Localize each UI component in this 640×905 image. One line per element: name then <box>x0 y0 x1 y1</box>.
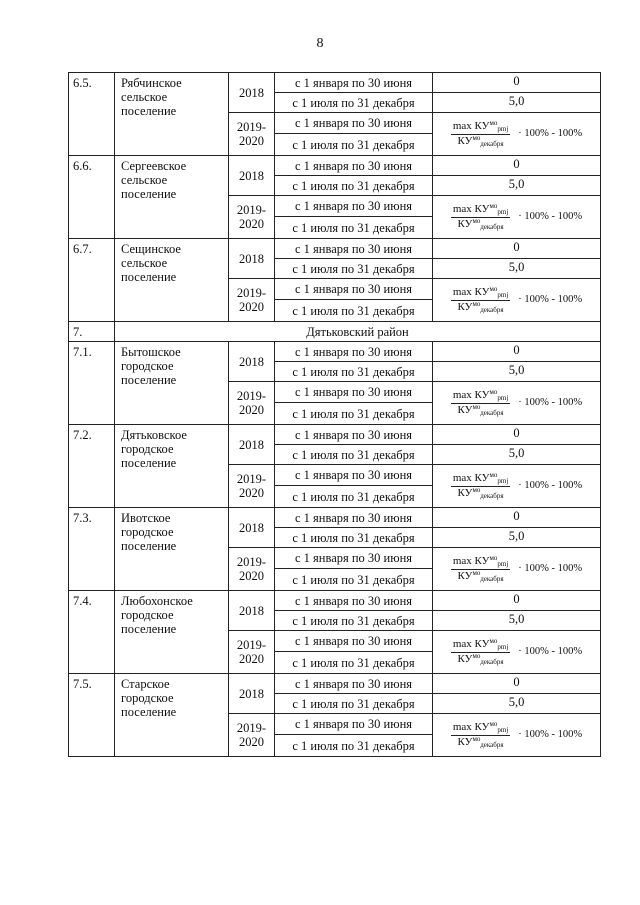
settlement-row <box>69 73 601 93</box>
numerator-text: max КУ <box>452 119 490 132</box>
period-second-half-text: с 1 июля по 31 декабря <box>292 137 415 152</box>
year-2018 <box>229 239 275 279</box>
district-name-text: Дятьковский район <box>306 324 409 339</box>
year-range-end: 2020 <box>239 486 264 500</box>
year-range-end: 2020 <box>239 652 264 666</box>
value-cell <box>433 156 601 176</box>
formula-tail: · 100% - 100% <box>518 128 583 139</box>
formula-tail: · 100% - 100% <box>518 480 583 491</box>
formula-tail: · 100% - 100% <box>518 563 583 574</box>
denominator-text: КУ <box>457 652 473 665</box>
period-second-half-text: с 1 июля по 31 декабря <box>292 655 415 670</box>
year-range <box>229 279 275 322</box>
year-range-start: 2019- <box>236 120 267 134</box>
period-second-half-text: с 1 июля по 31 декабря <box>292 220 415 235</box>
numerator-text: max КУ <box>452 471 490 484</box>
formula-cell <box>433 196 601 239</box>
row-number <box>69 425 115 508</box>
formula-fraction <box>451 721 510 750</box>
settlement-name-text: Любохонское городское поселение <box>121 594 193 636</box>
period-first-half <box>275 508 433 528</box>
year-2018-text: 2018 <box>239 168 264 183</box>
period-first-half <box>275 196 433 217</box>
formula-cell <box>433 631 601 674</box>
period-first-half-text: с 1 января по 30 июня <box>294 510 413 525</box>
formula-denominator <box>456 736 506 750</box>
period-first-half-text: с 1 января по 30 июня <box>294 468 413 482</box>
denominator-sup: мо <box>472 402 481 411</box>
value-cell <box>433 342 601 362</box>
period-second-half <box>275 300 433 322</box>
value-cell <box>433 425 601 445</box>
period-first-half-text: с 1 января по 30 июня <box>294 199 413 213</box>
settlement-name <box>115 73 229 156</box>
year-range-start: 2019- <box>236 472 267 486</box>
formula-fraction <box>451 389 510 418</box>
row-number-text: 7.5. <box>73 677 92 691</box>
numerator-sub: pmj <box>497 476 509 485</box>
formula-numerator <box>451 472 510 487</box>
formula-fraction <box>451 286 510 315</box>
denominator-text: КУ <box>457 403 473 416</box>
year-2018-text: 2018 <box>239 437 264 452</box>
period-second-half-text: с 1 июля по 31 декабря <box>292 572 415 587</box>
value-text: 0 <box>513 674 520 689</box>
formula <box>433 120 600 149</box>
value-text: 0 <box>513 342 520 357</box>
formula-denominator <box>456 218 506 232</box>
settlement-name-text: Дятьковское городское поселение <box>121 428 187 470</box>
denominator-text: КУ <box>457 569 473 582</box>
value-cell <box>433 93 601 113</box>
numerator-text: max КУ <box>452 388 490 401</box>
year-range-end: 2020 <box>239 217 264 231</box>
formula-denominator <box>456 487 506 501</box>
settlement-row <box>69 425 601 445</box>
period-second-half <box>275 486 433 508</box>
formula-tail: · 100% - 100% <box>518 294 583 305</box>
settlement-name <box>115 425 229 508</box>
year-range <box>229 548 275 591</box>
value-cell <box>433 362 601 382</box>
formula-denominator <box>456 301 506 315</box>
value-cell <box>433 239 601 259</box>
district-name <box>115 322 601 342</box>
value-cell <box>433 674 601 694</box>
year-range-end: 2020 <box>239 300 264 314</box>
numerator-text: max КУ <box>452 285 490 298</box>
settlement-row <box>69 239 601 259</box>
denominator-sup: мо <box>472 651 481 660</box>
period-second-half-text: с 1 июля по 31 декабря <box>292 696 415 711</box>
settlement-name-text: Сергеевское сельское поселение <box>121 159 187 201</box>
year-2018-text: 2018 <box>239 354 264 369</box>
settlement-name <box>115 342 229 425</box>
settlement-row <box>69 342 601 362</box>
value-text: 0 <box>513 508 520 523</box>
period-first-half <box>275 342 433 362</box>
period-second-half <box>275 362 433 382</box>
settlement-name-text: Ивотское городское поселение <box>121 511 177 553</box>
period-first-half <box>275 239 433 259</box>
year-range-start: 2019- <box>236 203 267 217</box>
numerator-sub: pmj <box>497 290 509 299</box>
period-second-half <box>275 217 433 239</box>
denominator-text: КУ <box>457 217 473 230</box>
denominator-sup: мо <box>472 568 481 577</box>
settlement-name <box>115 674 229 757</box>
period-second-half-text: с 1 июля по 31 декабря <box>292 613 415 628</box>
denominator-text: КУ <box>457 486 473 499</box>
formula-tail: · 100% - 100% <box>518 211 583 222</box>
formula-denominator <box>456 570 506 584</box>
year-range-start: 2019- <box>236 389 267 403</box>
formula-numerator <box>451 120 510 135</box>
row-number <box>69 674 115 757</box>
period-first-half <box>275 113 433 134</box>
settlement-name-text: Старское городское поселение <box>121 677 177 719</box>
value-text: 0 <box>513 239 520 254</box>
period-second-half-text: с 1 июля по 31 декабря <box>292 95 415 110</box>
value-text: 5,0 <box>508 528 525 543</box>
settlement-name-text: Рябчинское сельское поселение <box>121 76 182 118</box>
period-first-half-text: с 1 января по 30 июня <box>294 427 413 442</box>
denominator-sup: мо <box>472 216 481 225</box>
numerator-text: max КУ <box>452 554 490 567</box>
formula-fraction <box>451 472 510 501</box>
formula-fraction <box>451 120 510 149</box>
formula-numerator <box>451 721 510 736</box>
year-2018 <box>229 425 275 465</box>
numerator-sup: мо <box>489 636 498 645</box>
period-second-half-text: с 1 июля по 31 декабря <box>292 303 415 318</box>
numerator-sub: pmj <box>497 559 509 568</box>
denominator-sup: мо <box>472 299 481 308</box>
formula <box>433 638 600 667</box>
year-2018 <box>229 591 275 631</box>
value-text: 0 <box>513 156 520 171</box>
row-number <box>69 239 115 322</box>
period-first-half-text: с 1 января по 30 июня <box>294 385 413 399</box>
numerator-sup: мо <box>489 284 498 293</box>
formula-tail: · 100% - 100% <box>518 397 583 408</box>
formula-cell <box>433 113 601 156</box>
period-first-half <box>275 73 433 93</box>
formula-cell <box>433 548 601 591</box>
formula-cell <box>433 714 601 757</box>
year-range-start: 2019- <box>236 721 267 735</box>
formula-fraction <box>451 638 510 667</box>
value-text: 5,0 <box>508 611 525 626</box>
row-number <box>69 342 115 425</box>
formula-denominator <box>456 135 506 149</box>
period-second-half <box>275 735 433 757</box>
formula-numerator <box>451 555 510 570</box>
year-range <box>229 714 275 757</box>
denominator-sub: декабря <box>480 740 504 749</box>
settlement-row <box>69 591 601 611</box>
year-2018 <box>229 342 275 382</box>
denominator-sub: декабря <box>480 657 504 666</box>
settlement-name <box>115 508 229 591</box>
numerator-sup: мо <box>489 553 498 562</box>
numerator-sup: мо <box>489 201 498 210</box>
settlement-row <box>69 156 601 176</box>
period-first-half-text: с 1 января по 30 июня <box>294 75 413 90</box>
period-first-half <box>275 156 433 176</box>
row-number-text: 7.2. <box>73 428 92 442</box>
year-range-end: 2020 <box>239 134 264 148</box>
numerator-sub: pmj <box>497 393 509 402</box>
denominator-sub: декабря <box>480 305 504 314</box>
period-second-half <box>275 259 433 279</box>
period-first-half <box>275 465 433 486</box>
period-second-half <box>275 528 433 548</box>
value-cell <box>433 508 601 528</box>
formula-numerator <box>451 203 510 218</box>
period-first-half-text: с 1 января по 30 июня <box>294 634 413 648</box>
value-cell <box>433 591 601 611</box>
period-first-half <box>275 631 433 652</box>
period-first-half-text: с 1 января по 30 июня <box>294 241 413 256</box>
period-second-half-text: с 1 июля по 31 декабря <box>292 447 415 462</box>
numerator-text: max КУ <box>452 637 490 650</box>
row-number <box>69 508 115 591</box>
page-number: 8 <box>316 36 324 51</box>
formula-tail: · 100% - 100% <box>518 729 583 740</box>
value-cell <box>433 611 601 631</box>
period-first-half <box>275 674 433 694</box>
row-number <box>69 322 115 342</box>
denominator-sub: декабря <box>480 491 504 500</box>
value-text: 0 <box>513 591 520 606</box>
year-range <box>229 465 275 508</box>
denominator-sub: декабря <box>480 408 504 417</box>
denominator-sub: декабря <box>480 574 504 583</box>
denominator-sub: декабря <box>480 139 504 148</box>
value-cell <box>433 528 601 548</box>
period-first-half-text: с 1 января по 30 июня <box>294 116 413 130</box>
period-second-half-text: с 1 июля по 31 декабря <box>292 364 415 379</box>
period-second-half <box>275 134 433 156</box>
period-second-half <box>275 176 433 196</box>
year-2018-text: 2018 <box>239 520 264 535</box>
period-first-half <box>275 425 433 445</box>
period-first-half <box>275 548 433 569</box>
year-range-end: 2020 <box>239 735 264 749</box>
formula-cell <box>433 465 601 508</box>
numerator-sup: мо <box>489 387 498 396</box>
district-row <box>69 322 601 342</box>
period-second-half <box>275 569 433 591</box>
settlement-name-text: Бытошское городское поселение <box>121 345 181 387</box>
numerator-sub: pmj <box>497 725 509 734</box>
year-2018-text: 2018 <box>239 251 264 266</box>
year-2018 <box>229 156 275 196</box>
value-text: 0 <box>513 73 520 88</box>
numerator-sup: мо <box>489 470 498 479</box>
year-range <box>229 196 275 239</box>
year-2018 <box>229 73 275 113</box>
formula <box>433 555 600 584</box>
denominator-text: КУ <box>457 735 473 748</box>
formula-denominator <box>456 653 506 667</box>
formula-tail: · 100% - 100% <box>518 646 583 657</box>
formula-cell <box>433 279 601 322</box>
row-number <box>69 73 115 156</box>
year-range-start: 2019- <box>236 555 267 569</box>
numerator-sub: pmj <box>497 207 509 216</box>
numerator-sup: мо <box>489 118 498 127</box>
row-number <box>69 591 115 674</box>
numerator-sup: мо <box>489 719 498 728</box>
formula-numerator <box>451 286 510 301</box>
denominator-sub: декабря <box>480 222 504 231</box>
period-first-half <box>275 591 433 611</box>
value-cell <box>433 73 601 93</box>
denominator-sup: мо <box>472 133 481 142</box>
period-first-half-text: с 1 января по 30 июня <box>294 593 413 608</box>
formula-fraction <box>451 203 510 232</box>
row-number-text: 7.3. <box>73 511 92 525</box>
period-first-half <box>275 714 433 735</box>
year-range <box>229 382 275 425</box>
value-cell <box>433 694 601 714</box>
period-second-half <box>275 445 433 465</box>
settlement-name <box>115 239 229 322</box>
numerator-sub: pmj <box>497 642 509 651</box>
row-number-text: 7.4. <box>73 594 92 608</box>
value-text: 5,0 <box>508 259 525 274</box>
denominator-text: КУ <box>457 300 473 313</box>
period-first-half-text: с 1 января по 30 июня <box>294 344 413 359</box>
formula-denominator <box>456 404 506 418</box>
tariff-table <box>68 72 601 757</box>
year-2018-text: 2018 <box>239 686 264 701</box>
value-text: 5,0 <box>508 93 525 108</box>
formula-fraction <box>451 555 510 584</box>
formula <box>433 203 600 232</box>
period-second-half <box>275 403 433 425</box>
row-number-text: 6.6. <box>73 159 92 173</box>
denominator-sup: мо <box>472 734 481 743</box>
period-second-half-text: с 1 июля по 31 декабря <box>292 178 415 193</box>
period-first-half-text: с 1 января по 30 июня <box>294 717 413 731</box>
year-range-start: 2019- <box>236 286 267 300</box>
value-cell <box>433 445 601 465</box>
settlement-row <box>69 508 601 528</box>
value-text: 5,0 <box>508 445 525 460</box>
tariff-table-body <box>69 73 601 757</box>
period-second-half <box>275 652 433 674</box>
formula <box>433 286 600 315</box>
formula <box>433 472 600 501</box>
period-first-half <box>275 382 433 403</box>
period-second-half-text: с 1 июля по 31 декабря <box>292 261 415 276</box>
formula-cell <box>433 382 601 425</box>
period-first-half-text: с 1 января по 30 июня <box>294 282 413 296</box>
settlement-row <box>69 674 601 694</box>
period-second-half <box>275 694 433 714</box>
period-second-half-text: с 1 июля по 31 декабря <box>292 406 415 421</box>
value-text: 5,0 <box>508 694 525 709</box>
settlement-name <box>115 591 229 674</box>
value-cell <box>433 176 601 196</box>
settlement-name <box>115 156 229 239</box>
year-range <box>229 113 275 156</box>
formula-numerator <box>451 389 510 404</box>
denominator-sup: мо <box>472 485 481 494</box>
numerator-text: max КУ <box>452 720 490 733</box>
year-range <box>229 631 275 674</box>
period-second-half-text: с 1 июля по 31 декабря <box>292 738 415 753</box>
row-number-text: 6.7. <box>73 242 92 256</box>
numerator-text: max КУ <box>452 202 490 215</box>
value-cell <box>433 259 601 279</box>
value-text: 5,0 <box>508 362 525 377</box>
row-number <box>69 156 115 239</box>
year-2018-text: 2018 <box>239 85 264 100</box>
period-first-half-text: с 1 января по 30 июня <box>294 676 413 691</box>
year-range-end: 2020 <box>239 569 264 583</box>
value-text: 5,0 <box>508 176 525 191</box>
year-2018 <box>229 674 275 714</box>
period-first-half-text: с 1 января по 30 июня <box>294 158 413 173</box>
year-2018 <box>229 508 275 548</box>
period-second-half-text: с 1 июля по 31 декабря <box>292 530 415 545</box>
year-range-end: 2020 <box>239 403 264 417</box>
value-text: 0 <box>513 425 520 440</box>
numerator-sub: pmj <box>497 124 509 133</box>
denominator-text: КУ <box>457 134 473 147</box>
year-range-start: 2019- <box>236 638 267 652</box>
formula <box>433 721 600 750</box>
row-number-text: 6.5. <box>73 76 92 90</box>
row-number-text: 7. <box>73 325 83 339</box>
year-2018-text: 2018 <box>239 603 264 618</box>
formula-numerator <box>451 638 510 653</box>
period-second-half <box>275 93 433 113</box>
formula <box>433 389 600 418</box>
period-first-half-text: с 1 января по 30 июня <box>294 551 413 565</box>
row-number-text: 7.1. <box>73 345 92 359</box>
period-second-half <box>275 611 433 631</box>
settlement-name-text: Сещинское сельское поселение <box>121 242 181 284</box>
period-first-half <box>275 279 433 300</box>
period-second-half-text: с 1 июля по 31 декабря <box>292 489 415 504</box>
